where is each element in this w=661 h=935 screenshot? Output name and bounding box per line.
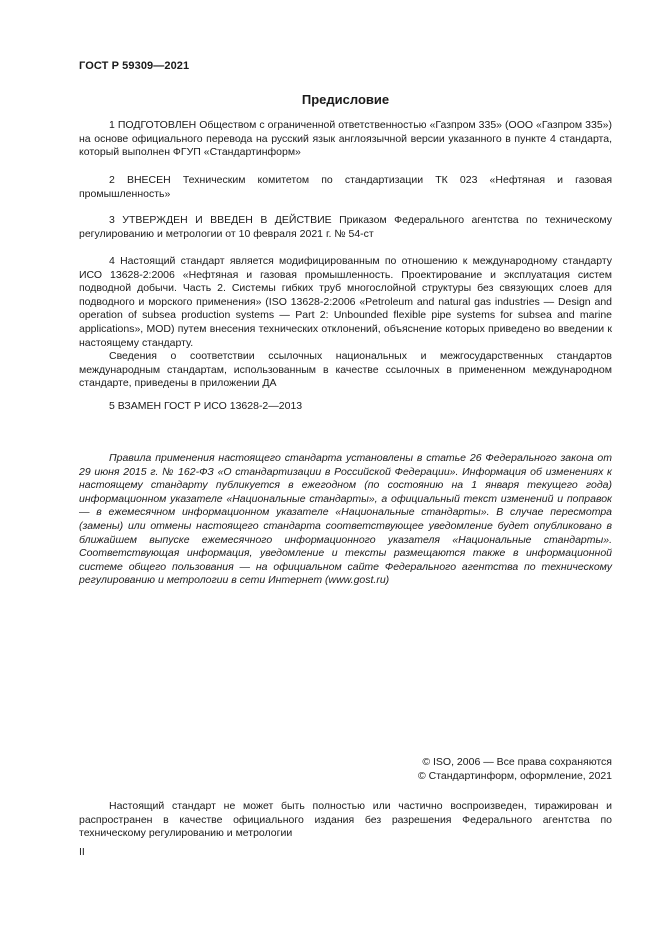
reproduction-text: Настоящий стандарт не может быть полностью или частично воспроизведен, тиражирован и распространен в качестве официального издания без разрешения Федерального агентства по техническому регулированию и метрологии <box>79 800 612 840</box>
paragraph-approved <box>79 214 612 241</box>
paragraph-prepared-by <box>79 119 612 160</box>
reproduction-notice <box>79 800 612 841</box>
standard-code: ГОСТ Р 59309—2021 <box>79 60 190 72</box>
copyright-block <box>418 755 612 783</box>
paragraph-submitted-by <box>79 174 612 201</box>
paragraph-text: 4 Настоящий стандарт является модифицированным по отношению к международному стандарту ИСО 13628-2:2006 «Нефтяная и газовая промышленность. Проектирование и эксплуатация систем подводной добычи. Часть 2. Системы гибких труб многослойной структуры без связующих слоев для подводного и морского применения» (ISO 13628-2:2006 «Petroleum and natural gas industries — Design and operation of subsea production systems — Part 2: Unbounded flexible pipe systems for subsea and marine applications», MOD) путем внесения технических отклонений, объяснение которых приведено во введении к настоящему стандарту. <box>79 255 612 349</box>
paragraph-modified-standard <box>79 255 612 391</box>
page-number: II <box>79 846 85 858</box>
page-title: Предисловие <box>301 92 390 107</box>
paragraph-text: 2 ВНЕСЕН Техническим комитетом по стандартизации ТК 023 «Нефтяная и газовая промышленность» <box>79 174 612 200</box>
notice-text: Правила применения настоящего стандарта установлены в статье 26 Федерального закона от 29 июня 2015 г. № 162-ФЗ «О стандартизации в Российской Федерации». Информация об изменениях к настоящему стандарту публикуется в ежегодном (по состоянию на 1 января текущего года) информационном указателе «Национальные стандарты», а официальный текст изменений и поправок — в ежемесячном информационном указателе «Национальные стандарты». В случае пересмотра (замены) или отмены настоящего стандарта соответствующее уведомление будет опубликовано в ближайшем выпуске ежемесячного информационного указателя «Национальные стандарты». Соответствующая информация, уведомление и тексты размещаются также в информационной системе общего пользования — на официальном сайте Федерального агентства по техническому регулированию и метрологии в сети Интернет (www.gost.ru) <box>79 452 612 587</box>
copyright-standartinform: © Стандартинформ, оформление, 2021 <box>417 770 612 782</box>
copyright-iso: © ISO, 2006 — Все права сохраняются <box>422 756 612 768</box>
paragraph-text: 1 ПОДГОТОВЛЕН Обществом с ограниченной ответственностью «Газпром 335» (ООО «Газпром 335») на основе официального перевода на русский язык англоязычной версии указанного в пункте 4 стандарта, который выполнен ФГУП «Стандартинформ» <box>79 119 612 159</box>
paragraph-text: 3 УТВЕРЖДЕН И ВВЕДЕН В ДЕЙСТВИЕ Приказом Федерального агентства по техническому регулированию и метрологии от 10 февраля 2021 г. № 54-ст <box>79 214 612 240</box>
application-rules-notice <box>79 452 612 588</box>
paragraph-text: Сведения о соответствии ссылочных национальных и межгосударственных стандартов международным стандартам, использованным в качестве ссылочных в примененном международном стандарте, приведены в приложении ДА <box>79 350 612 390</box>
paragraph-replaces <box>79 400 612 414</box>
paragraph-text: 5 ВЗАМЕН ГОСТ Р ИСО 13628-2—2013 <box>109 400 303 412</box>
